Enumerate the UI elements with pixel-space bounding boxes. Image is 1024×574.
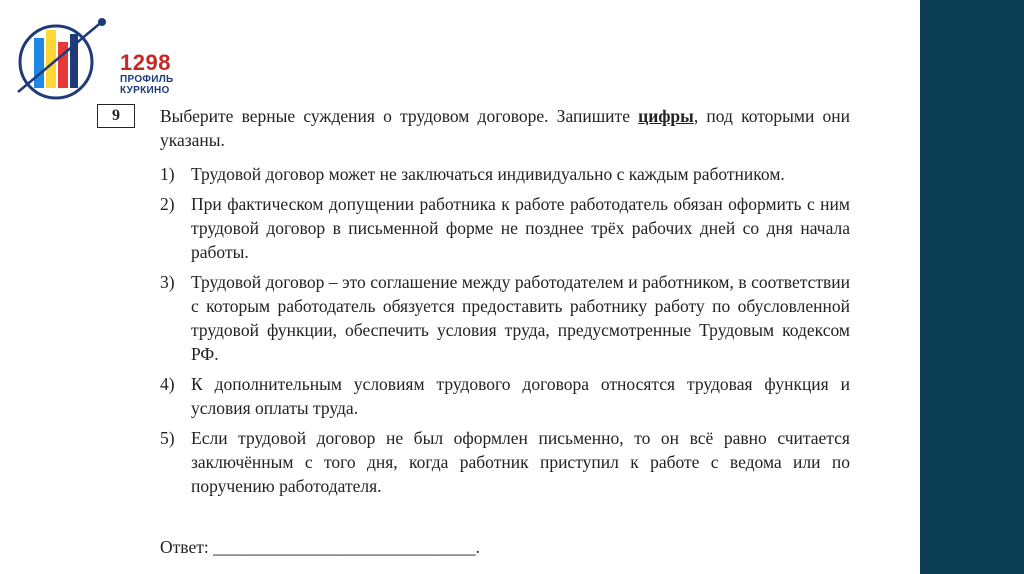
item-number: 4) [160, 374, 175, 394]
right-sidebar-panel [920, 0, 1024, 574]
item-number: 2) [160, 194, 175, 214]
logo-line1: ПРОФИЛЬ [120, 74, 174, 85]
answer-line [160, 535, 480, 559]
intro-bold-word: цифры [638, 106, 694, 126]
item-number: 1) [160, 164, 175, 184]
list-item [160, 270, 850, 366]
list-item [160, 372, 850, 420]
logo-line2: КУРКИНО [120, 85, 170, 96]
school-logo [12, 12, 182, 104]
answer-label: Ответ: [160, 537, 214, 557]
item-text: Трудовой договор – это соглашение между работодателем и работником, в соответствии с которым работодатель обязуется предоставить работнику работу по обусловленной трудовой функции, обеспечить условия труда, предусмотренные Трудовым кодексом РФ. [191, 272, 850, 364]
item-text: К дополнительным условиям трудового договора относятся трудовая функция и условия оплаты труда. [191, 374, 850, 418]
question-content [160, 104, 850, 504]
logo-number: 1298 [120, 50, 171, 75]
list-item [160, 192, 850, 264]
logo-text [120, 52, 174, 96]
intro-text-start: Выберите верные суждения о трудовом договоре. Запишите [160, 106, 639, 126]
question-number-box: 9 [97, 104, 135, 128]
item-number: 5) [160, 428, 175, 448]
intro-text-end: , под которыми они указаны. [160, 106, 850, 150]
item-text: Трудовой договор может не заключаться индивидуально с каждым работником. [191, 164, 785, 184]
answer-blank: ______________________________. [213, 537, 480, 557]
logo-emblem-icon [12, 12, 112, 104]
question-intro [160, 104, 850, 152]
item-text: Если трудовой договор не был оформлен письменно, то он всё равно считается заключённым с того дня, когда работник приступил к работе с ведома или по поручению работодателя. [191, 428, 850, 496]
list-item [160, 426, 850, 498]
list-item [160, 162, 850, 186]
item-text: При фактическом допущении работника к работе работодатель обязан оформить с ним трудовой договор в письменной форме не позднее трёх рабочих дней со дня начала работы. [191, 194, 850, 262]
item-number: 3) [160, 272, 175, 292]
